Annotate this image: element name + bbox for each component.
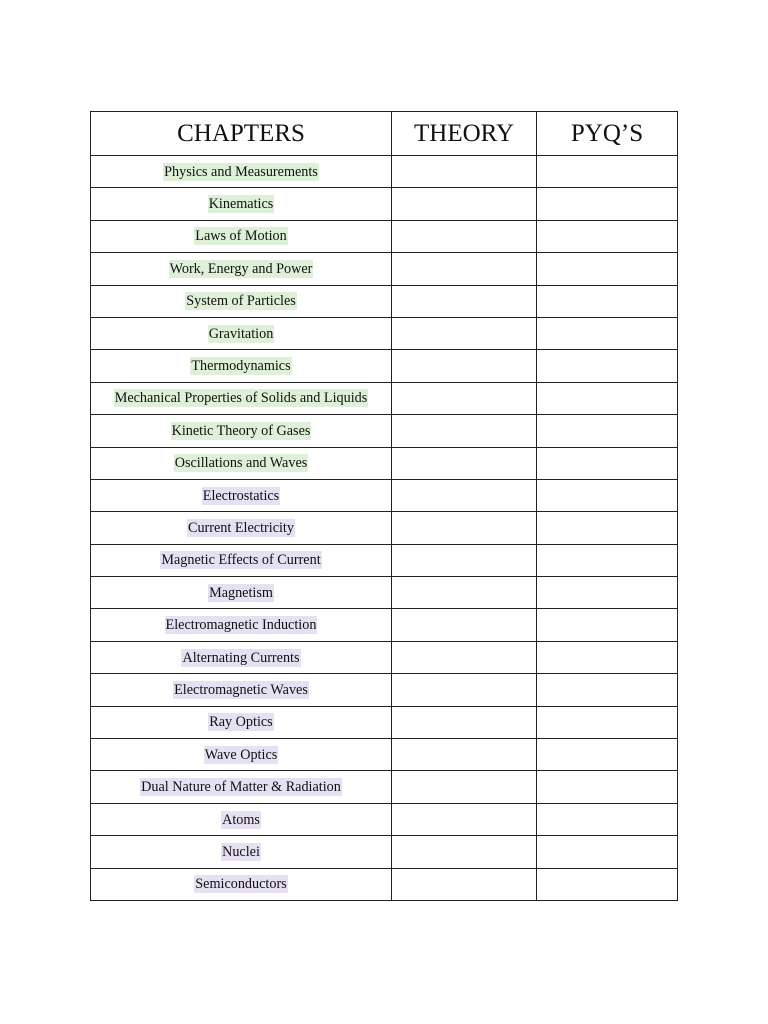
- pyqs-checkbox-cell[interactable]: [537, 739, 678, 771]
- chapter-name: Gravitation: [208, 325, 274, 342]
- chapter-name: Atoms: [222, 811, 260, 828]
- pyqs-checkbox-cell[interactable]: [537, 253, 678, 285]
- pyqs-checkbox-cell[interactable]: [537, 836, 678, 868]
- pyqs-checkbox-cell[interactable]: [537, 577, 678, 609]
- chapter-name: Nuclei: [222, 843, 260, 860]
- chapter-cell: [91, 317, 392, 349]
- theory-checkbox-cell[interactable]: [392, 706, 537, 738]
- chapter-cell: [91, 706, 392, 738]
- pyqs-checkbox-cell[interactable]: [537, 220, 678, 252]
- table-row: [91, 771, 678, 803]
- pyqs-checkbox-cell[interactable]: [537, 868, 678, 900]
- theory-checkbox-cell[interactable]: [392, 188, 537, 220]
- chapter-cell: [91, 577, 392, 609]
- chapter-name: Kinematics: [208, 196, 274, 213]
- pyqs-checkbox-cell[interactable]: [537, 479, 678, 511]
- table-row: [91, 868, 678, 900]
- theory-checkbox-cell[interactable]: [392, 350, 537, 382]
- chapter-name: Thermodynamics: [191, 358, 291, 375]
- pyqs-checkbox-cell[interactable]: [537, 512, 678, 544]
- table-row: [91, 641, 678, 673]
- chapter-name: Dual Nature of Matter & Radiation: [141, 779, 341, 796]
- chapter-cell: [91, 156, 392, 188]
- theory-checkbox-cell[interactable]: [392, 609, 537, 641]
- pyqs-checkbox-cell[interactable]: [537, 674, 678, 706]
- header-theory: THEORY: [392, 112, 537, 156]
- theory-checkbox-cell[interactable]: [392, 317, 537, 349]
- chapter-cell: [91, 836, 392, 868]
- pyqs-checkbox-cell[interactable]: [537, 156, 678, 188]
- chapter-cell: [91, 868, 392, 900]
- chapter-name: Oscillations and Waves: [174, 455, 308, 472]
- table-row: [91, 706, 678, 738]
- table-row: [91, 156, 678, 188]
- chapter-cell: [91, 609, 392, 641]
- header-chapters: CHAPTERS: [91, 112, 392, 156]
- chapter-cell: [91, 350, 392, 382]
- theory-checkbox-cell[interactable]: [392, 479, 537, 511]
- pyqs-checkbox-cell[interactable]: [537, 803, 678, 835]
- theory-checkbox-cell[interactable]: [392, 803, 537, 835]
- pyqs-checkbox-cell[interactable]: [537, 415, 678, 447]
- pyqs-checkbox-cell[interactable]: [537, 285, 678, 317]
- theory-checkbox-cell[interactable]: [392, 739, 537, 771]
- pyqs-checkbox-cell[interactable]: [537, 188, 678, 220]
- chapter-cell: [91, 641, 392, 673]
- chapter-cell: [91, 544, 392, 576]
- chapter-cell: [91, 512, 392, 544]
- table-row: [91, 415, 678, 447]
- pyqs-checkbox-cell[interactable]: [537, 447, 678, 479]
- chapter-name: Work, Energy and Power: [169, 260, 313, 277]
- table-row: [91, 512, 678, 544]
- table-row: [91, 317, 678, 349]
- theory-checkbox-cell[interactable]: [392, 771, 537, 803]
- theory-checkbox-cell[interactable]: [392, 447, 537, 479]
- chapter-name: Electrostatics: [202, 487, 280, 504]
- table-row: [91, 285, 678, 317]
- chapter-name: Laws of Motion: [195, 228, 287, 245]
- table-row: [91, 350, 678, 382]
- table-row: [91, 188, 678, 220]
- chapter-cell: [91, 253, 392, 285]
- chapter-cell: [91, 382, 392, 414]
- chapter-name: Ray Optics: [209, 714, 273, 731]
- table-row: [91, 739, 678, 771]
- theory-checkbox-cell[interactable]: [392, 220, 537, 252]
- pyqs-checkbox-cell[interactable]: [537, 350, 678, 382]
- chapter-name: Physics and Measurements: [164, 163, 318, 180]
- theory-checkbox-cell[interactable]: [392, 544, 537, 576]
- table-row: [91, 479, 678, 511]
- table-row: [91, 836, 678, 868]
- chapter-cell: [91, 674, 392, 706]
- chapter-name: Semiconductors: [195, 876, 287, 893]
- chapter-name: Current Electricity: [188, 519, 294, 536]
- theory-checkbox-cell[interactable]: [392, 868, 537, 900]
- chapter-name: System of Particles: [186, 293, 296, 310]
- table-row: [91, 803, 678, 835]
- pyqs-checkbox-cell[interactable]: [537, 609, 678, 641]
- chapter-name: Alternating Currents: [182, 649, 300, 666]
- theory-checkbox-cell[interactable]: [392, 415, 537, 447]
- theory-checkbox-cell[interactable]: [392, 577, 537, 609]
- chapter-name: Electromagnetic Waves: [174, 681, 308, 698]
- chapter-cell: [91, 803, 392, 835]
- table-row: [91, 382, 678, 414]
- chapter-name: Wave Optics: [204, 746, 278, 763]
- theory-checkbox-cell[interactable]: [392, 674, 537, 706]
- header-row: [91, 112, 678, 156]
- theory-checkbox-cell[interactable]: [392, 382, 537, 414]
- chapter-name: Magnetic Effects of Current: [161, 552, 321, 569]
- chapter-name: Kinetic Theory of Gases: [171, 422, 311, 439]
- chapter-name: Mechanical Properties of Solids and Liquids: [114, 390, 368, 407]
- pyqs-checkbox-cell[interactable]: [537, 706, 678, 738]
- theory-checkbox-cell[interactable]: [392, 253, 537, 285]
- chapter-cell: [91, 739, 392, 771]
- chapter-cell: [91, 415, 392, 447]
- table-row: [91, 220, 678, 252]
- table-row: [91, 447, 678, 479]
- table-row: [91, 674, 678, 706]
- table-row: [91, 253, 678, 285]
- chapter-cell: [91, 447, 392, 479]
- table-row: [91, 577, 678, 609]
- chapter-tracker-table: [90, 111, 678, 901]
- pyqs-checkbox-cell[interactable]: [537, 382, 678, 414]
- chapter-cell: [91, 479, 392, 511]
- table-body: [91, 156, 678, 901]
- theory-checkbox-cell[interactable]: [392, 836, 537, 868]
- pyqs-checkbox-cell[interactable]: [537, 317, 678, 349]
- header-pyqs: PYQ’S: [537, 112, 678, 156]
- pyqs-checkbox-cell[interactable]: [537, 771, 678, 803]
- pyqs-checkbox-cell[interactable]: [537, 544, 678, 576]
- theory-checkbox-cell[interactable]: [392, 285, 537, 317]
- theory-checkbox-cell[interactable]: [392, 156, 537, 188]
- pyqs-checkbox-cell[interactable]: [537, 641, 678, 673]
- chapter-cell: [91, 285, 392, 317]
- chapter-cell: [91, 220, 392, 252]
- chapter-cell: [91, 771, 392, 803]
- theory-checkbox-cell[interactable]: [392, 641, 537, 673]
- chapter-cell: [91, 188, 392, 220]
- table-row: [91, 544, 678, 576]
- table-row: [91, 609, 678, 641]
- theory-checkbox-cell[interactable]: [392, 512, 537, 544]
- chapter-name: Electromagnetic Induction: [165, 617, 317, 634]
- chapter-name: Magnetism: [209, 584, 273, 601]
